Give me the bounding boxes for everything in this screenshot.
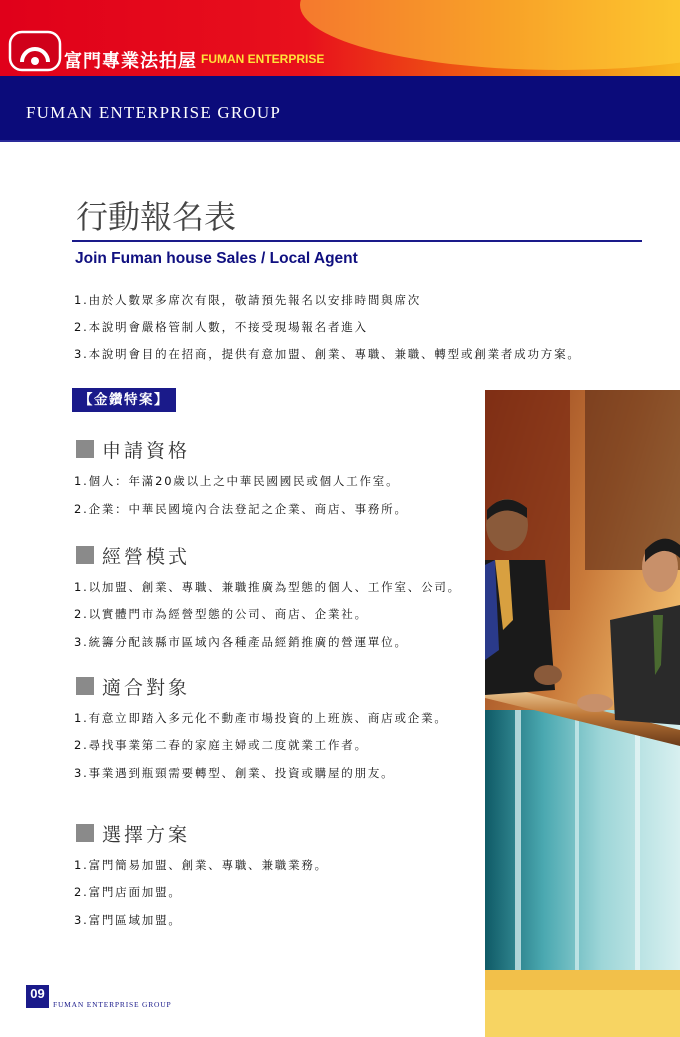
note-line: 1.由於人數眾多席次有限，敬請預先報名以安排時間與席次 bbox=[74, 293, 422, 307]
page-title: 行動報名表 bbox=[76, 198, 237, 236]
square-bullet-icon bbox=[76, 440, 94, 458]
list-item: 1.有意立即踏入多元化不動產市場投資的上班族、商店或企業。 bbox=[74, 711, 448, 725]
note-line: 3.本說明會目的在招商，提供有意加盟、創業、專職、兼職、轉型或創業者成功方案。 bbox=[74, 347, 581, 361]
footer-group-name: FUMAN ENTERPRISE GROUP bbox=[53, 1000, 172, 1009]
list-item: 3.事業遇到瓶頸需要轉型、創業、投資或購屋的朋友。 bbox=[74, 766, 395, 780]
fuman-logo-icon bbox=[8, 28, 64, 72]
page-number: 09 bbox=[26, 985, 49, 1008]
section-heading-text: 選擇方案 bbox=[102, 824, 191, 846]
list-item: 2.富門店面加盟。 bbox=[74, 885, 182, 899]
banner-swoosh bbox=[300, 0, 680, 70]
list-item: 1.個人：年滿20歲以上之中華民國國民或個人工作室。 bbox=[74, 474, 400, 488]
square-bullet-icon bbox=[76, 546, 94, 564]
list-item: 2.以實體門市為經營型態的公司、商店、企業社。 bbox=[74, 607, 368, 621]
section-heading-text: 適合對象 bbox=[102, 677, 191, 699]
list-item: 2.企業：中華民國境內合法登記之企業、商店、事務所。 bbox=[74, 502, 408, 516]
section-heading-text: 申請資格 bbox=[102, 440, 191, 462]
special-offer-badge: 【金鑽特案】 bbox=[72, 388, 176, 412]
square-bullet-icon bbox=[76, 824, 94, 842]
business-photo bbox=[485, 390, 680, 1037]
section-heading-text: 經營模式 bbox=[102, 546, 191, 568]
list-item: 3.富門區域加盟。 bbox=[74, 913, 182, 927]
list-item: 3.統籌分配該縣市區域內各種產品經銷推廣的營運單位。 bbox=[74, 635, 408, 649]
title-divider bbox=[72, 240, 642, 242]
group-title: FUMAN ENTERPRISE GROUP bbox=[26, 103, 281, 122]
list-item: 2.尋找事業第二春的家庭主婦或二度就業工作者。 bbox=[74, 738, 368, 752]
brand-name-cn: 富門專業法拍屋 bbox=[64, 51, 197, 72]
note-line: 2.本說明會嚴格管制人數，不接受現場報名者進入 bbox=[74, 320, 368, 334]
list-item: 1.富門簡易加盟、創業、專職、兼職業務。 bbox=[74, 858, 328, 872]
square-bullet-icon bbox=[76, 677, 94, 695]
page-subtitle: Join Fuman house Sales / Local Agent bbox=[75, 250, 358, 267]
brand-name-en: FUMAN ENTERPRISE bbox=[201, 52, 325, 66]
businessmen-photo-illustration bbox=[485, 390, 680, 1037]
list-item: 1.以加盟、創業、專職、兼職推廣為型態的個人、工作室、公司。 bbox=[74, 580, 461, 594]
